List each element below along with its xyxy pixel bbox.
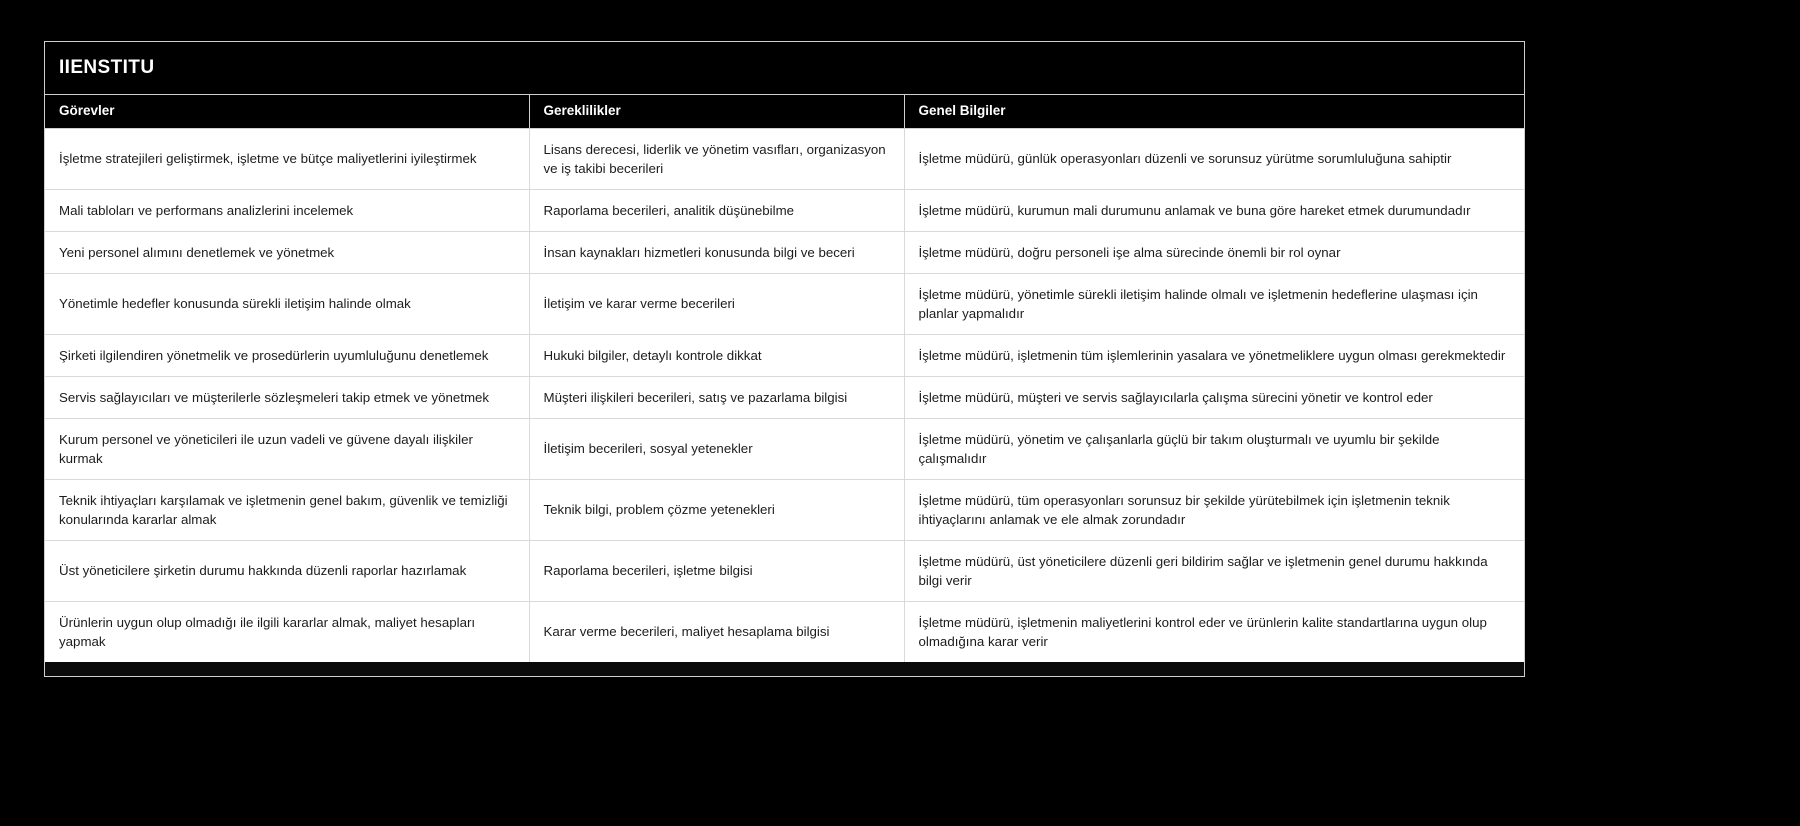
responsibilities-table <box>45 95 1524 662</box>
table-row <box>45 273 1524 334</box>
table-row <box>45 540 1524 601</box>
table-row <box>45 418 1524 479</box>
cell-gereklilik: İletişim becerileri, sosyal yetenekler <box>529 418 904 479</box>
cell-gorev: İşletme stratejileri geliştirmek, işletme ve bütçe maliyetlerini iyileştirmek <box>45 128 529 189</box>
table-row <box>45 376 1524 418</box>
table-row <box>45 479 1524 540</box>
cell-gorev: Yeni personel alımını denetlemek ve yönetmek <box>45 231 529 273</box>
cell-genel: İşletme müdürü, müşteri ve servis sağlayıcılarla çalışma sürecini yönetir ve kontrol eder <box>904 376 1524 418</box>
cell-gereklilik: İletişim ve karar verme becerileri <box>529 273 904 334</box>
brand-bar <box>45 42 1524 95</box>
cell-gorev: Kurum personel ve yöneticileri ile uzun vadeli ve güvene dayalı ilişkiler kurmak <box>45 418 529 479</box>
cell-gereklilik: Teknik bilgi, problem çözme yetenekleri <box>529 479 904 540</box>
cell-gorev: Servis sağlayıcıları ve müşterilerle sözleşmeleri takip etmek ve yönetmek <box>45 376 529 418</box>
cell-gereklilik: Raporlama becerileri, analitik düşünebilme <box>529 189 904 231</box>
cell-genel: İşletme müdürü, tüm operasyonları sorunsuz bir şekilde yürütebilmek için işletmenin teknik ihtiyaçlarını anlamak ve ele almak zorundadır <box>904 479 1524 540</box>
cell-genel: İşletme müdürü, işletmenin maliyetlerini kontrol eder ve ürünlerin kalite standartlarına uygun olup olmadığına karar verir <box>904 601 1524 662</box>
cell-gereklilik: Raporlama becerileri, işletme bilgisi <box>529 540 904 601</box>
cell-gorev: Şirketi ilgilendiren yönetmelik ve prosedürlerin uyumluluğunu denetlemek <box>45 334 529 376</box>
table-body <box>45 128 1524 662</box>
column-header-gereklilikler: Gereklilikler <box>529 95 904 128</box>
cell-gorev: Üst yöneticilere şirketin durumu hakkında düzenli raporlar hazırlamak <box>45 540 529 601</box>
cell-gereklilik: İnsan kaynakları hizmetleri konusunda bilgi ve beceri <box>529 231 904 273</box>
table-row <box>45 231 1524 273</box>
table-header-row <box>45 95 1524 128</box>
cell-gorev: Teknik ihtiyaçları karşılamak ve işletmenin genel bakım, güvenlik ve temizliği konularında kararlar almak <box>45 479 529 540</box>
brand-title: IIENSTITU <box>59 57 155 78</box>
cell-gorev: Ürünlerin uygun olup olmadığı ile ilgili kararlar almak, maliyet hesapları yapmak <box>45 601 529 662</box>
cell-genel: İşletme müdürü, yönetimle sürekli iletişim halinde olmalı ve işletmenin hedeflerine ulaşması için planlar yapmalıdır <box>904 273 1524 334</box>
table-row <box>45 128 1524 189</box>
table-row <box>45 334 1524 376</box>
table-row <box>45 601 1524 662</box>
cell-genel: İşletme müdürü, yönetim ve çalışanlarla güçlü bir takım oluşturmalı ve uyumlu bir şekilde çalışmalıdır <box>904 418 1524 479</box>
cell-genel: İşletme müdürü, işletmenin tüm işlemlerinin yasalara ve yönetmeliklere uygun olması gerekmektedir <box>904 334 1524 376</box>
cell-gereklilik: Karar verme becerileri, maliyet hesaplama bilgisi <box>529 601 904 662</box>
cell-genel: İşletme müdürü, üst yöneticilere düzenli geri bildirim sağlar ve işletmenin genel durumu hakkında bilgi verir <box>904 540 1524 601</box>
cell-gereklilik: Hukuki bilgiler, detaylı kontrole dikkat <box>529 334 904 376</box>
cell-gorev: Mali tabloları ve performans analizlerini incelemek <box>45 189 529 231</box>
cell-genel: İşletme müdürü, doğru personeli işe alma sürecinde önemli bir rol oynar <box>904 231 1524 273</box>
content-card <box>44 41 1525 677</box>
cell-genel: İşletme müdürü, kurumun mali durumunu anlamak ve buna göre hareket etmek durumundadır <box>904 189 1524 231</box>
table-row <box>45 189 1524 231</box>
column-header-gorevler: Görevler <box>45 95 529 128</box>
cell-gereklilik: Müşteri ilişkileri becerileri, satış ve pazarlama bilgisi <box>529 376 904 418</box>
cell-genel: İşletme müdürü, günlük operasyonları düzenli ve sorunsuz yürütme sorumluluğuna sahiptir <box>904 128 1524 189</box>
cell-gereklilik: Lisans derecesi, liderlik ve yönetim vasıfları, organizasyon ve iş takibi becerileri <box>529 128 904 189</box>
column-header-genel-bilgiler: Genel Bilgiler <box>904 95 1524 128</box>
cell-gorev: Yönetimle hedefler konusunda sürekli iletişim halinde olmak <box>45 273 529 334</box>
table-header <box>45 95 1524 128</box>
